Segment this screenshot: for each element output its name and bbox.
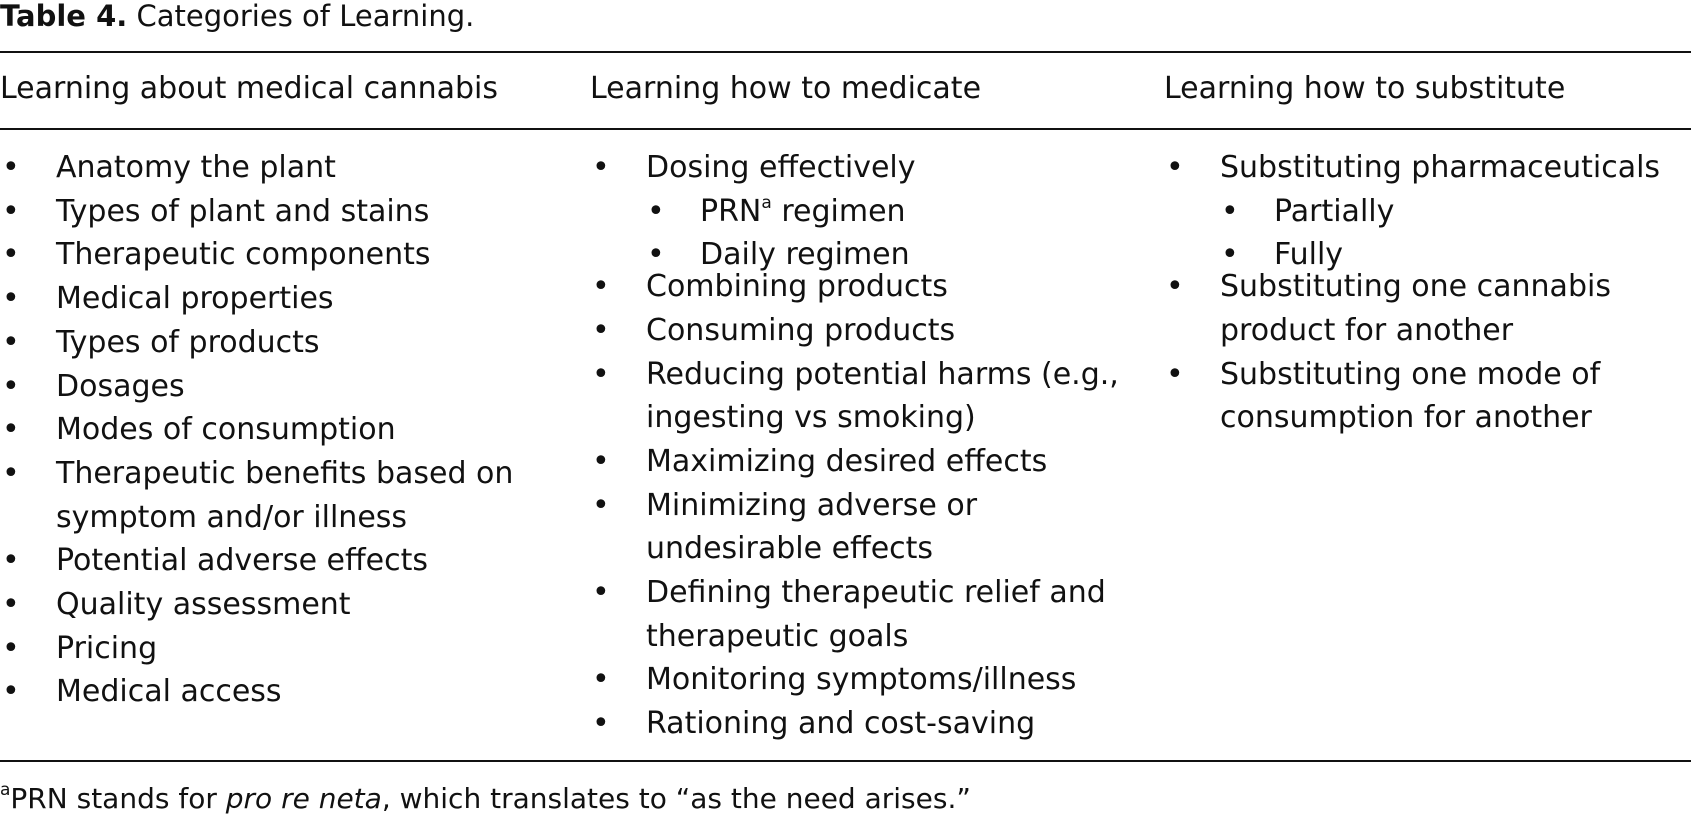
- bullet: •: [2, 455, 20, 491]
- bullet: •: [2, 193, 20, 229]
- list-item-text: Medical properties: [56, 281, 334, 317]
- list-item-text: Anatomy the plant: [56, 150, 336, 185]
- list-item-text: Minimizing adverse or undesirable effects: [646, 487, 978, 567]
- list-item: [590, 571, 1130, 658]
- bullet: •: [592, 487, 610, 523]
- bullet: •: [1166, 356, 1184, 392]
- list-item: [0, 190, 560, 234]
- list-item: [0, 233, 560, 277]
- column-header-how-to-medicate: Learning how to medicate: [590, 71, 982, 106]
- header-rule: [0, 128, 1691, 130]
- list-item-text: Defining therapeutic relief and therapeutic goals: [646, 575, 1106, 654]
- bullet: •: [647, 193, 665, 229]
- column-how-to-medicate: [590, 146, 1130, 746]
- column-how-to-substitute: [1164, 146, 1691, 440]
- bullet: •: [2, 543, 20, 579]
- list-item: [0, 627, 560, 671]
- footnote-italic: pro re neta: [225, 782, 382, 815]
- list-item-text: Substituting one mode of consumption for another: [1220, 356, 1601, 436]
- sub-list-item: [1164, 190, 1691, 234]
- bullet: •: [592, 443, 610, 479]
- list-item: [0, 365, 560, 409]
- list-item-text: Modes of consumption: [56, 412, 396, 448]
- column-header-how-to-substitute: Learning how to substitute: [1164, 71, 1566, 106]
- bullet: •: [2, 630, 20, 666]
- list-item-text: Rationing and cost-saving: [646, 706, 1036, 742]
- footnote-mark: a: [0, 780, 11, 800]
- bullet: •: [1221, 193, 1239, 229]
- sub-list-item-text: PRN: [700, 193, 762, 229]
- list-item: [590, 265, 1130, 309]
- list-item-text: Types of products: [56, 324, 320, 360]
- list-item-text: Potential adverse effects: [56, 543, 429, 579]
- list-item-text: Maximizing desired effects: [646, 443, 1048, 479]
- list-item: [0, 146, 560, 190]
- table-caption: [0, 0, 474, 36]
- bullet: •: [2, 324, 20, 360]
- list-item: [590, 440, 1130, 484]
- list-item: [0, 277, 560, 321]
- footnote-text-after: , which translates to “as the need arises.”: [381, 782, 971, 815]
- bullet: •: [2, 281, 20, 317]
- list-item-text: Dosages: [56, 368, 185, 404]
- list-item: [0, 670, 560, 714]
- list-item-text: Consuming products: [646, 312, 956, 348]
- bullet: •: [592, 312, 610, 348]
- sub-list-item-text-rest: regimen: [771, 193, 906, 229]
- list-item-text: Combining products: [646, 269, 948, 305]
- list-item-text: Therapeutic benefits based on symptom and/or illness: [56, 455, 514, 535]
- table-number: Table 4.: [0, 0, 128, 33]
- column-learning-about: [0, 146, 560, 714]
- list-item: [1164, 353, 1691, 440]
- list-item: [0, 539, 560, 583]
- list-item: [0, 452, 560, 539]
- list-item: [0, 321, 560, 365]
- bullet: •: [2, 237, 20, 273]
- list-item-text: Dosing effectively: [646, 150, 916, 185]
- sub-list-item: [590, 190, 1130, 234]
- list-item-text: Substituting pharmaceuticals: [1220, 150, 1661, 185]
- list-item: [0, 583, 560, 627]
- bullet: •: [592, 269, 610, 305]
- bullet: •: [592, 356, 610, 392]
- bullet: •: [2, 674, 20, 710]
- list-item-text: Therapeutic components: [56, 237, 431, 273]
- list-item-text: Reducing potential harms (e.g., ingesting vs smoking): [646, 356, 1119, 436]
- list-item: [590, 658, 1130, 702]
- list-item-text: Types of plant and stains: [56, 193, 430, 229]
- table-title: Categories of Learning.: [136, 0, 475, 33]
- column-header-learning-about: Learning about medical cannabis: [0, 71, 498, 106]
- list-item: [590, 702, 1130, 746]
- table-footnote: [0, 780, 971, 818]
- list-item-text: Substituting one cannabis product for another: [1220, 269, 1611, 348]
- bullet: •: [2, 150, 20, 185]
- list-item-text: Pricing: [56, 630, 158, 666]
- list-item: [1164, 265, 1691, 352]
- footnote-marker: a: [761, 192, 772, 213]
- bullet: •: [592, 575, 610, 611]
- bullet: •: [2, 412, 20, 448]
- footnote-text-before: PRN stands for: [10, 782, 226, 815]
- sub-list-item-text: Partially: [1274, 193, 1395, 229]
- sub-list-item-text: Fully: [1274, 237, 1344, 273]
- top-rule: [0, 51, 1691, 53]
- list-item: [590, 309, 1130, 353]
- list-item-text: Medical access: [56, 674, 282, 710]
- list-item: [590, 146, 1130, 190]
- list-item: [590, 484, 1130, 571]
- bullet: •: [1166, 269, 1184, 305]
- bullet: •: [592, 150, 610, 185]
- bullet: •: [2, 587, 20, 623]
- bullet: •: [1166, 150, 1184, 185]
- bullet: •: [1221, 237, 1239, 273]
- bullet: •: [592, 662, 610, 698]
- list-item: [1164, 146, 1691, 190]
- sub-list-item-text: Daily regimen: [700, 237, 910, 273]
- list-item-text: Monitoring symptoms/illness: [646, 662, 1077, 698]
- bottom-rule: [0, 760, 1691, 762]
- list-item: [0, 408, 560, 452]
- bullet: •: [592, 706, 610, 742]
- bullet: •: [647, 237, 665, 273]
- list-item-text: Quality assessment: [56, 587, 351, 623]
- list-item: [590, 353, 1130, 440]
- bullet: •: [2, 368, 20, 404]
